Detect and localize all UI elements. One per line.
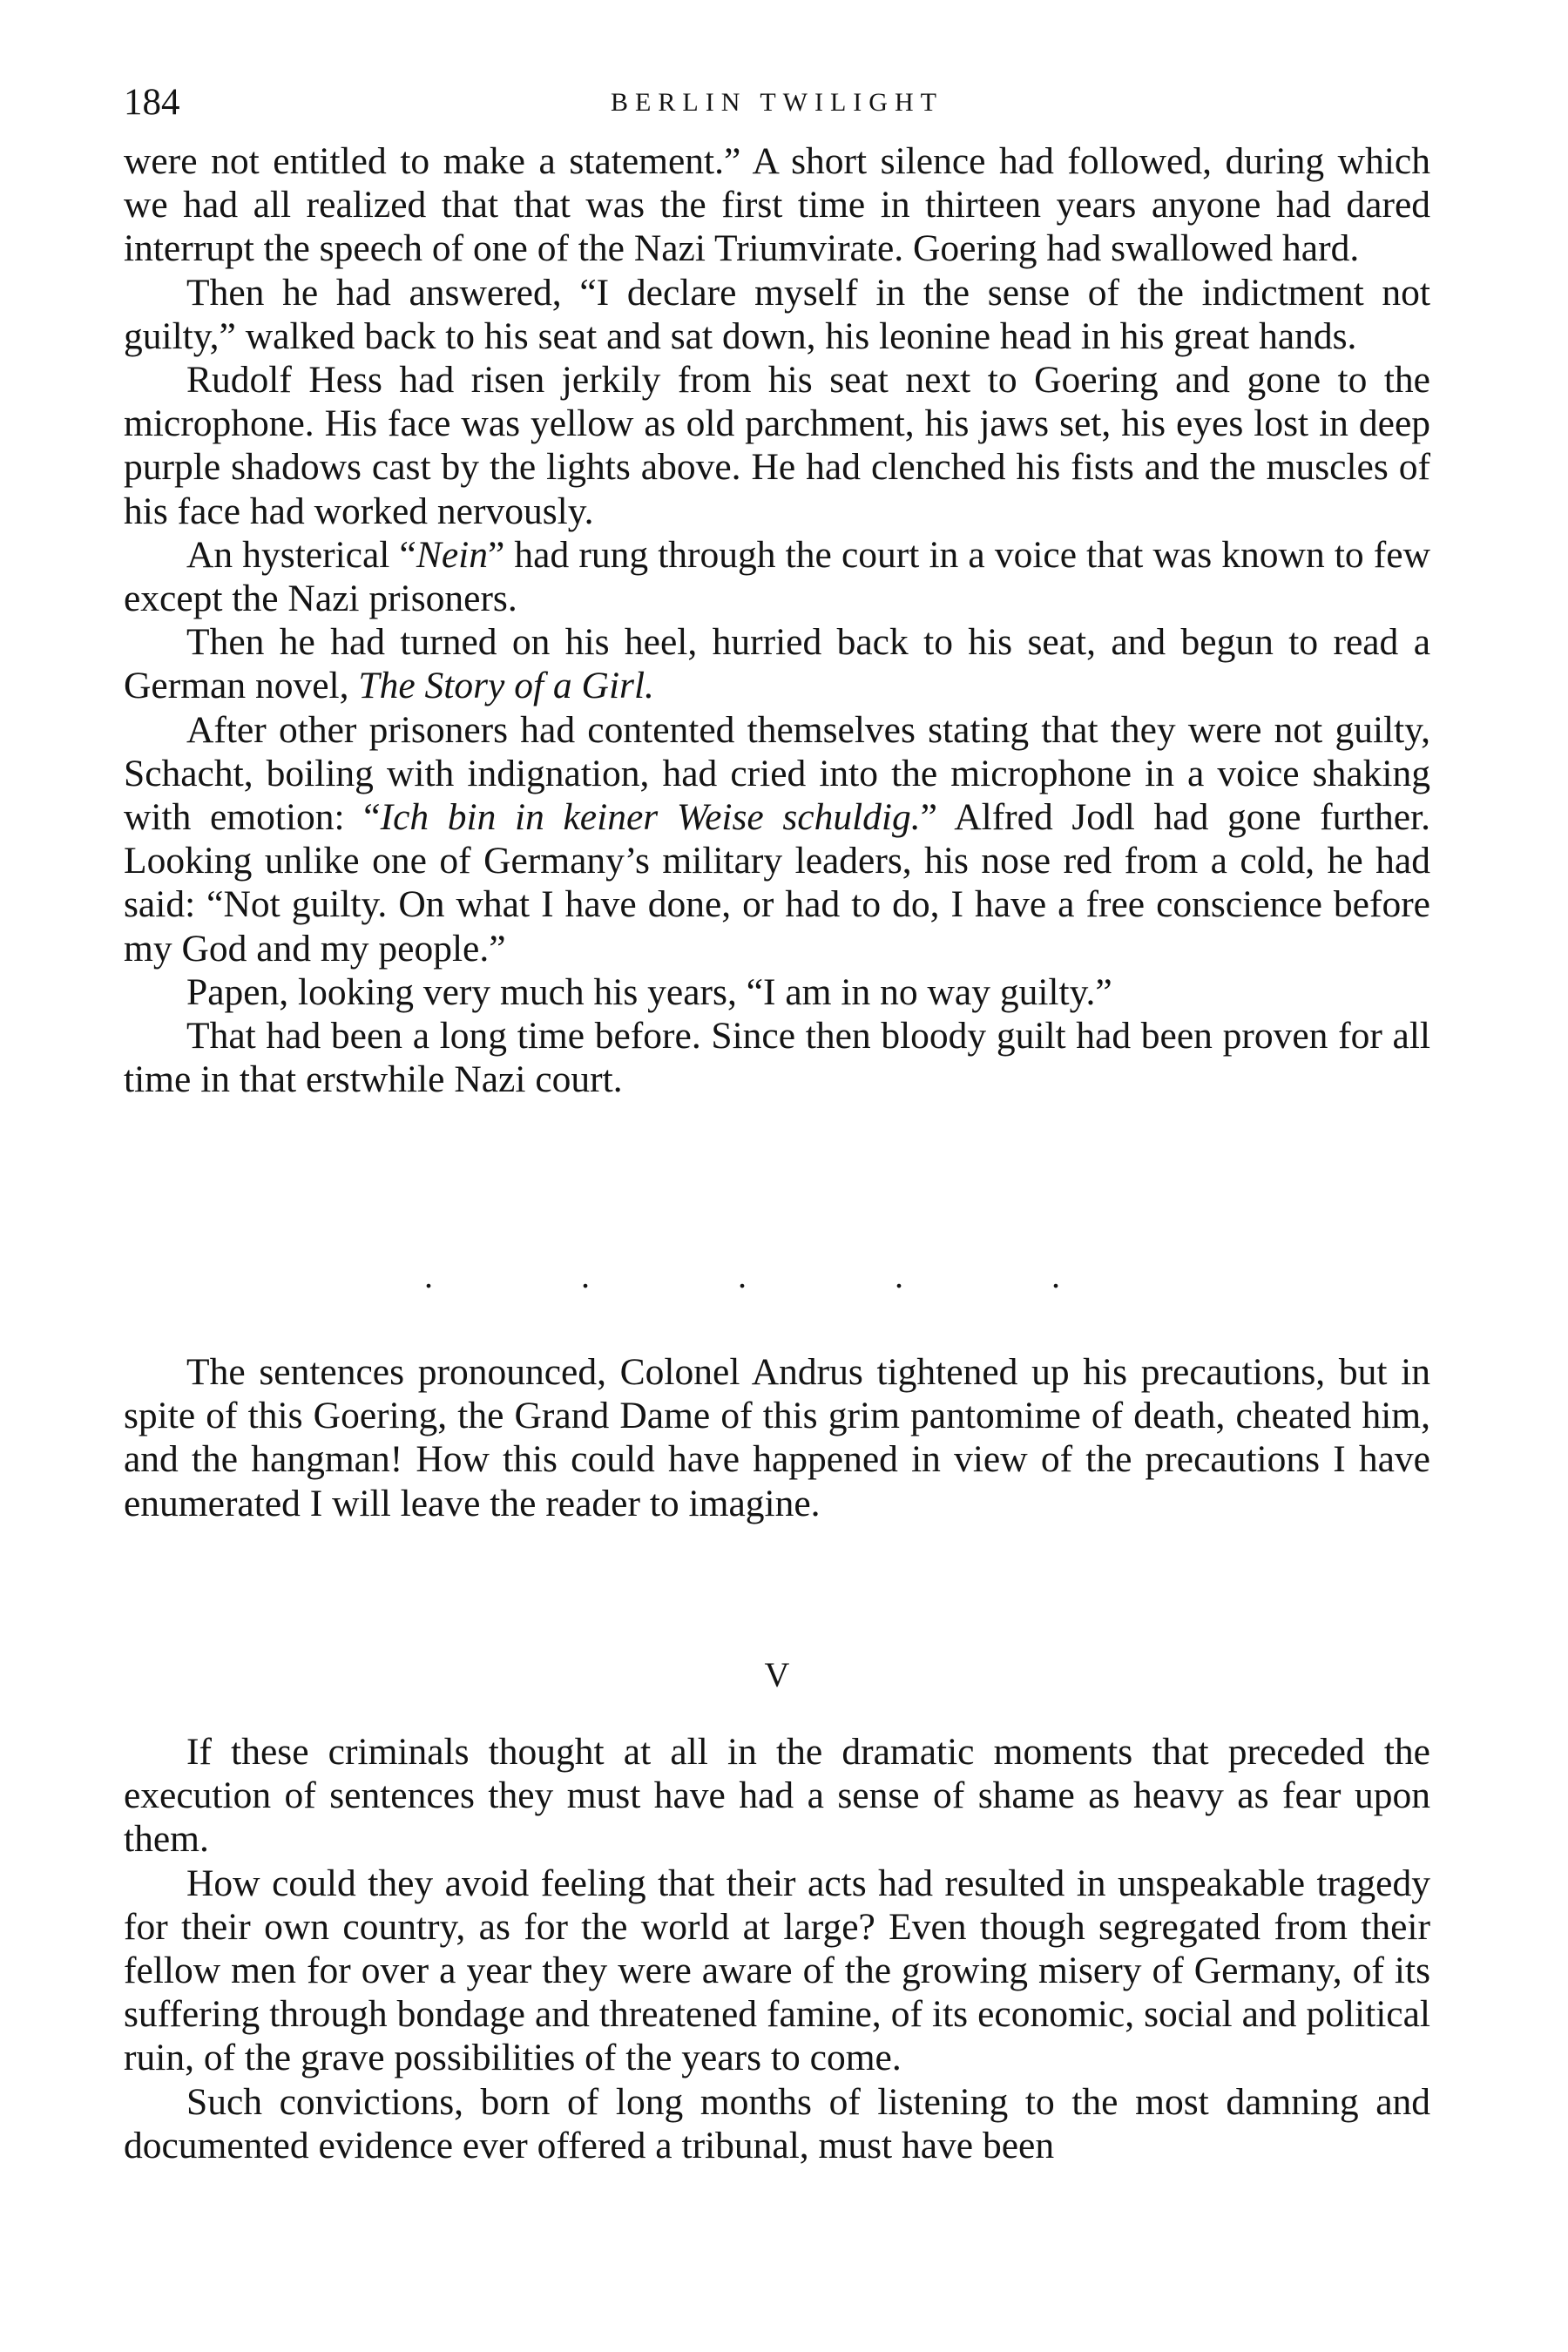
running-title: BERLIN TWILIGHT	[611, 88, 943, 117]
paragraph	[124, 620, 1430, 707]
body-text-bottom	[124, 1730, 1430, 2167]
text-run: Then he had turned on his heel, hurried back to his seat, and begun to read a German novel,	[124, 621, 1430, 707]
page-header	[124, 77, 1430, 129]
paragraph: Such convictions, born of long months of listening to the most damning and documented evidence ever offered a tribunal, must have been	[124, 2080, 1430, 2166]
paragraph	[124, 533, 1430, 620]
text-run: An hysterical “	[186, 533, 416, 576]
paragraph: How could they avoid feeling that their acts had resulted in unspeakable tragedy for their own country, as for the world at large? Even though segregated from their fellow men for over a year they were aware of the growing misery of Germany, of its suffering through bondage and threatened famine, of its economic, social and political ruin, of the grave possibilities of the years to come.	[124, 1862, 1430, 2079]
italic-run: Nein	[416, 533, 488, 576]
paragraph: Then he had answered, “I declare myself in the sense of the indictment not guilty,” walked back to his seat and sat down, his leonine head in his great hands.	[124, 271, 1430, 357]
paragraph: Rudolf Hess had risen jerkily from his seat next to Goering and gone to the microphone. His face was yellow as old parchment, his jaws set, his eyes lost in deep purple shadows cast by the lights above. He had clenched his fists and the muscles of his face had worked nervously.	[124, 359, 1430, 532]
paragraph: The sentences pronounced, Colonel Andrus tightened up his precautions, but in spite of this Goering, the Grand Dame of this grim pantomime of death, cheated him, and the hangman! How this could have happened in view of the precautions I have enumerated I will leave the reader to imagine.	[124, 1351, 1430, 1524]
italic-run: The Story of a Girl.	[358, 665, 654, 707]
section-number: V	[764, 1655, 790, 1694]
paragraph	[124, 708, 1430, 970]
text-run: ” Alfred Jodl had gone further. Looking unlike one of Germany’s military leaders, his nose red from a cold, he had said: “Not guilty. On what I have done, or had to do, I have a free conscience before my God and my people.”	[124, 796, 1431, 970]
paragraph: That had been a long time before. Since then bloody guilt had been proven for all time in that erstwhile Nazi court.	[124, 1015, 1430, 1101]
text-run: After other prisoners had contented themselves stating that they were not guilty, Schacht, boiling with indignation, had cried into the microphone in a voice shaking with emotion: “	[124, 708, 1430, 839]
paragraph: If these criminals thought at all in the dramatic moments that preceded the execution of sentences they must have had a sense of shame as heavy as fear upon them.	[124, 1731, 1430, 1861]
italic-run: Ich bin in keiner Weise schuldig.	[380, 796, 921, 839]
text-run: ” had rung through the court in a voice that was known to few except the Nazi prisoners.	[124, 533, 1430, 620]
paragraph: Papen, looking very much his years, “I am in no way guilty.”	[186, 970, 1112, 1013]
body-text-middle	[124, 1350, 1430, 1525]
paragraph-continued: were not entitled to make a statement.” A short silence had followed, during which we had all realized that that was the first time in thirteen years anyone had dared interrupt the speech of one of the Nazi Triumvirate. Goering had swallowed hard.	[124, 140, 1430, 270]
page-number: 184	[124, 82, 180, 123]
section-separator: . . . . .	[424, 1256, 1130, 1295]
body-text-top	[124, 139, 1430, 1101]
